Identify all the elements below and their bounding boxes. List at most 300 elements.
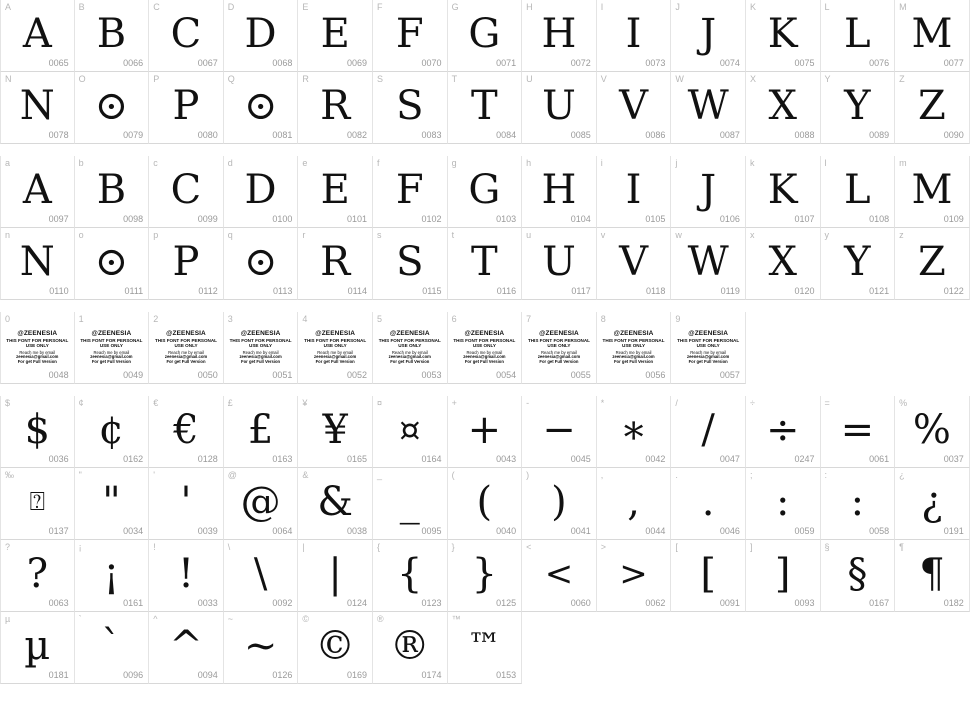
char-cell[interactable] (522, 72, 597, 144)
char-cell[interactable] (671, 468, 746, 540)
promo-line-4: zeenesia@gmail.com (537, 354, 581, 360)
char-cell[interactable] (298, 468, 373, 540)
char-cell-label: > (600, 542, 607, 552)
char-cell[interactable] (224, 228, 299, 300)
char-cell[interactable] (75, 72, 150, 144)
char-cell-code: 0109 (943, 214, 964, 224)
char-cell[interactable] (75, 228, 150, 300)
char-cell[interactable] (373, 468, 448, 540)
char-cell[interactable] (522, 228, 597, 300)
char-cell-code: 0122 (943, 286, 964, 296)
char-cell-code: 0115 (422, 286, 442, 296)
char-cell[interactable] (522, 540, 597, 612)
char-cell[interactable] (0, 396, 75, 468)
char-glyph: S (396, 238, 424, 285)
char-cell[interactable] (448, 0, 523, 72)
char-cell-label: , (600, 470, 604, 480)
promo-line-1: @ZEENESIA (539, 329, 579, 337)
char-cell-empty (895, 612, 970, 684)
char-cell-label: € (153, 398, 159, 408)
char-cell[interactable] (0, 312, 75, 384)
char-glyph: ¡ (103, 550, 120, 597)
char-cell-code: 0116 (496, 286, 517, 296)
char-cell-code: 0182 (943, 598, 964, 608)
char-cell-code: 0162 (123, 454, 144, 464)
char-cell-code: 0113 (273, 286, 293, 296)
char-cell-label: W (675, 74, 684, 84)
char-cell-code: 0088 (794, 130, 815, 140)
char-cell[interactable] (75, 312, 150, 384)
char-cell[interactable] (522, 468, 597, 540)
char-cell[interactable] (597, 228, 672, 300)
promo-watermark (2, 330, 72, 366)
char-cell-label: w (675, 230, 682, 240)
row-separator (0, 384, 970, 396)
char-cell-code: 0097 (48, 214, 69, 224)
promo-line-4: zeenesia@gmail.com (463, 354, 506, 360)
char-cell-label: J (675, 2, 680, 12)
char-cell-label: ~ (227, 614, 234, 624)
char-cell-code: 0079 (123, 130, 144, 140)
promo-watermark (673, 330, 743, 366)
promo-line-2: THIS FONT FOR PERSONAL USE ONLY (602, 338, 665, 349)
char-cell[interactable] (597, 156, 672, 228)
char-cell-code: 0164 (421, 454, 442, 464)
char-cell[interactable] (746, 468, 821, 540)
char-glyph: K (767, 10, 798, 57)
char-cell-code: 0056 (645, 370, 666, 380)
char-cell-label: m (899, 158, 907, 168)
char-glyph: ! (177, 550, 195, 597)
char-cell[interactable] (75, 468, 150, 540)
char-cell[interactable] (895, 468, 970, 540)
char-cell[interactable] (746, 396, 821, 468)
char-glyph: ¢ (98, 406, 125, 453)
char-cell-label: A (5, 2, 12, 12)
char-glyph: D (244, 166, 277, 213)
char-cell[interactable] (224, 540, 299, 612)
char-cell-code: 0038 (346, 526, 367, 536)
char-cell[interactable] (224, 0, 299, 72)
char-cell[interactable] (224, 468, 299, 540)
char-glyph: ] (774, 550, 791, 597)
char-cell[interactable] (671, 156, 746, 228)
char-cell[interactable] (298, 396, 373, 468)
char-cell-code: 0110 (49, 286, 69, 296)
char-cell[interactable] (0, 228, 75, 300)
promo-line-2: THIS FONT FOR PERSONAL USE ONLY (6, 338, 69, 349)
char-cell[interactable] (0, 612, 75, 684)
char-glyph: > (619, 553, 648, 594)
char-cell[interactable] (75, 612, 150, 684)
char-cell[interactable] (149, 468, 224, 540)
char-cell-label: N (5, 74, 12, 84)
char-cell-code: 0054 (496, 370, 517, 380)
char-cell[interactable] (671, 72, 746, 144)
char-cell[interactable] (821, 228, 896, 300)
char-cell-code: 0071 (496, 58, 517, 68)
char-cell[interactable] (298, 312, 373, 384)
char-cell[interactable] (597, 396, 672, 468)
char-cell[interactable] (0, 468, 75, 540)
char-cell-label: E (302, 2, 309, 12)
char-glyph: C (170, 10, 202, 57)
char-cell[interactable] (373, 156, 448, 228)
char-cell[interactable] (0, 72, 75, 144)
char-cell-code: 0041 (570, 526, 591, 536)
char-glyph: W (687, 82, 729, 129)
char-glyph: U (542, 238, 576, 285)
char-cell[interactable] (373, 228, 448, 300)
char-cell[interactable] (746, 72, 821, 144)
char-cell[interactable] (224, 312, 299, 384)
char-cell[interactable] (373, 396, 448, 468)
char-cell[interactable] (149, 612, 224, 684)
char-cell-label: 1 (78, 314, 84, 324)
char-cell[interactable] (0, 0, 75, 72)
char-cell-code: 0106 (719, 214, 740, 224)
char-cell[interactable] (821, 0, 896, 72)
char-cell[interactable] (298, 0, 373, 72)
char-cell[interactable] (448, 540, 523, 612)
char-cell-code: 0247 (794, 454, 815, 464)
promo-line-2: THIS FONT FOR PERSONAL USE ONLY (378, 338, 441, 349)
char-cell[interactable] (149, 0, 224, 72)
char-cell-label: ¿ (899, 470, 905, 480)
char-cell-label: ¤ (376, 398, 382, 408)
char-cell[interactable] (149, 540, 224, 612)
char-cell-label: Q (227, 74, 235, 84)
char-cell-label: © (302, 614, 310, 624)
char-cell-code: 0095 (421, 526, 442, 536)
promo-line-2: THIS FONT FOR PERSONAL USE ONLY (80, 338, 143, 349)
char-cell[interactable] (448, 468, 523, 540)
char-glyph: R (320, 82, 351, 129)
promo-line-3: Reach me by email (690, 349, 727, 355)
char-cell-label: § (824, 542, 830, 552)
char-cell-code: 0036 (48, 454, 69, 464)
char-glyph: = (840, 406, 875, 453)
char-cell-empty (597, 612, 672, 684)
char-glyph: E (320, 166, 350, 213)
char-glyph: L (844, 10, 871, 57)
char-cell[interactable] (821, 396, 896, 468)
char-glyph: I (625, 166, 642, 213)
char-cell-code: 0069 (346, 58, 367, 68)
char-cell[interactable] (522, 312, 597, 384)
char-cell[interactable] (895, 228, 970, 300)
char-cell[interactable] (149, 72, 224, 144)
char-glyph: ÷ (765, 406, 800, 453)
char-glyph: B (96, 166, 127, 213)
char-cell-label: o (78, 230, 84, 240)
char-cell[interactable] (373, 612, 448, 684)
char-cell-code: 0114 (347, 286, 367, 296)
char-cell[interactable] (448, 312, 523, 384)
promo-line-3: Reach me by email (391, 349, 428, 355)
char-glyph: < (544, 553, 574, 594)
char-cell-code: 0047 (719, 454, 740, 464)
char-cell[interactable] (448, 228, 523, 300)
promo-line-4: zeenesia@gmail.com (314, 354, 357, 360)
char-cell-label: ™ (451, 614, 461, 624)
char-cell-label: - (526, 398, 530, 408)
char-cell-code: 0169 (346, 670, 367, 680)
char-cell[interactable] (895, 156, 970, 228)
char-cell-label: C (153, 2, 160, 12)
char-cell-label: ¥ (302, 398, 308, 408)
char-glyph: V (619, 238, 648, 285)
char-cell-label: 3 (227, 314, 233, 324)
char-cell-code: 0075 (794, 58, 815, 68)
char-cell[interactable] (821, 72, 896, 144)
char-cell-code: 0081 (272, 130, 293, 140)
char-cell-code: 0163 (272, 454, 293, 464)
char-cell[interactable] (224, 612, 299, 684)
char-cell-label: b (78, 158, 84, 168)
char-cell[interactable] (821, 540, 896, 612)
char-cell-label: ; (749, 470, 753, 480)
char-glyph: ' (180, 478, 192, 525)
promo-watermark (524, 330, 594, 366)
char-cell[interactable] (671, 0, 746, 72)
promo-line-4: zeenesia@gmail.com (239, 354, 282, 360)
char-cell-code: 0165 (346, 454, 367, 464)
char-cell-label: f (376, 158, 380, 168)
char-cell-code: 0076 (869, 58, 890, 68)
char-glyph: J (700, 10, 717, 57)
char-cell[interactable] (75, 396, 150, 468)
char-cell-label: v (600, 230, 606, 240)
char-cell[interactable] (224, 72, 299, 144)
char-cell-label: ^ (153, 614, 158, 624)
char-cell[interactable] (298, 612, 373, 684)
char-cell[interactable] (597, 468, 672, 540)
char-cell-code: 0074 (719, 58, 740, 68)
char-glyph: + (467, 406, 502, 453)
char-cell[interactable] (597, 0, 672, 72)
char-cell-label: ] (749, 542, 753, 552)
char-glyph: Y (844, 238, 871, 285)
char-cell[interactable] (373, 72, 448, 144)
char-cell-code: 0055 (570, 370, 591, 380)
char-cell[interactable] (597, 72, 672, 144)
char-cell-code: 0062 (645, 598, 666, 608)
char-cell-label: z (899, 230, 904, 240)
char-glyph: ⊙ (243, 82, 278, 129)
char-glyph: / (701, 406, 715, 453)
char-cell-code: 0083 (421, 130, 442, 140)
char-cell-label: H (526, 2, 533, 12)
promo-line-5: For get Full Version (539, 359, 579, 365)
promo-watermark (226, 330, 296, 366)
char-cell-label: U (526, 74, 533, 84)
promo-line-2: THIS FONT FOR PERSONAL USE ONLY (304, 338, 367, 349)
char-glyph: G (468, 166, 501, 213)
char-cell[interactable] (448, 72, 523, 144)
char-cell-code: 0191 (943, 526, 964, 536)
char-cell-label: & (302, 470, 309, 480)
char-cell[interactable] (522, 396, 597, 468)
promo-line-3: Reach me by email (19, 349, 56, 355)
char-cell-label: 8 (600, 314, 606, 324)
char-cell[interactable] (0, 156, 75, 228)
char-cell-empty (821, 612, 896, 684)
char-cell[interactable] (522, 156, 597, 228)
promo-line-3: Reach me by email (466, 349, 503, 355)
promo-line-5: For get Full Version (390, 359, 430, 365)
char-cell[interactable] (746, 228, 821, 300)
char-cell-label: 9 (675, 314, 681, 324)
promo-line-5: For get Full Version (241, 359, 281, 365)
promo-line-1: @ZEENESIA (464, 329, 505, 337)
char-cell[interactable] (75, 156, 150, 228)
char-cell[interactable] (746, 0, 821, 72)
char-cell[interactable] (671, 228, 746, 300)
char-cell[interactable] (448, 612, 523, 684)
char-cell[interactable] (895, 72, 970, 144)
char-cell[interactable] (895, 396, 970, 468)
char-cell-label: = (824, 398, 830, 408)
char-cell[interactable] (895, 0, 970, 72)
char-cell[interactable] (149, 312, 224, 384)
char-cell-label: d (227, 158, 233, 168)
char-glyph: } (471, 550, 498, 597)
char-cell[interactable] (373, 312, 448, 384)
char-glyph: ^ (169, 622, 203, 669)
char-cell[interactable] (671, 396, 746, 468)
char-cell-label: u (526, 230, 532, 240)
char-cell-label: { (376, 542, 380, 552)
char-cell[interactable] (597, 312, 672, 384)
char-cell[interactable] (522, 0, 597, 72)
char-glyph: ~ (243, 622, 278, 669)
char-cell[interactable] (298, 540, 373, 612)
char-glyph: G (468, 10, 501, 57)
char-glyph: P (172, 82, 200, 129)
char-cell[interactable] (149, 396, 224, 468)
promo-line-4: zeenesia@gmail.com (16, 354, 59, 360)
char-cell-label: * (600, 398, 605, 408)
promo-line-4: zeenesia@gmail.com (687, 354, 730, 360)
char-cell[interactable] (671, 540, 746, 612)
char-cell[interactable] (448, 396, 523, 468)
char-glyph: { (397, 550, 423, 597)
char-cell[interactable] (597, 540, 672, 612)
char-cell-code: 0126 (272, 670, 293, 680)
char-cell[interactable] (298, 228, 373, 300)
char-cell-code: 0094 (197, 670, 218, 680)
char-cell-code: 0124 (346, 598, 367, 608)
char-cell-label: r (302, 230, 306, 240)
char-cell[interactable] (448, 156, 523, 228)
char-cell-code: 0103 (496, 214, 517, 224)
promo-line-5: For get Full Version (464, 359, 504, 365)
char-cell[interactable] (298, 156, 373, 228)
char-cell-code: 0086 (645, 130, 666, 140)
char-cell[interactable] (373, 0, 448, 72)
char-cell-label: s (376, 230, 382, 240)
char-cell-label: c (153, 158, 158, 168)
char-cell[interactable] (895, 540, 970, 612)
promo-line-3: Reach me by email (541, 349, 577, 355)
char-glyph: . (701, 478, 715, 525)
promo-line-3: Reach me by email (93, 349, 130, 355)
char-glyph: Z (918, 238, 946, 285)
char-cell[interactable] (75, 540, 150, 612)
char-glyph: M (911, 10, 953, 57)
char-cell-code: 0082 (346, 130, 367, 140)
char-glyph: ⊙ (243, 238, 278, 285)
char-cell-code: 0098 (123, 214, 144, 224)
char-cell[interactable] (224, 396, 299, 468)
char-cell-label: < (526, 542, 532, 552)
char-cell[interactable] (224, 156, 299, 228)
promo-line-3: Reach me by email (242, 349, 279, 355)
char-cell-code: 0091 (719, 598, 740, 608)
promo-line-4: zeenesia@gmail.com (612, 354, 655, 360)
char-cell-empty (746, 312, 821, 384)
char-cell[interactable] (149, 156, 224, 228)
char-cell-label: . (675, 470, 678, 480)
char-cell[interactable] (0, 540, 75, 612)
char-cell-code: 0066 (123, 58, 144, 68)
char-glyph: ) (551, 478, 567, 525)
char-cell[interactable] (746, 156, 821, 228)
char-glyph: ¿ (921, 478, 943, 525)
char-glyph: _ (399, 478, 420, 525)
promo-watermark (599, 330, 669, 366)
char-glyph: U (542, 82, 576, 129)
char-cell-label: g (451, 158, 457, 168)
char-glyph: ( (476, 478, 493, 525)
char-cell-code: 0084 (496, 130, 517, 140)
char-cell-code: 0052 (346, 370, 367, 380)
char-cell[interactable] (298, 72, 373, 144)
char-cell[interactable] (373, 540, 448, 612)
char-cell-code: 0034 (123, 526, 144, 536)
char-cell-code: 0099 (197, 214, 218, 224)
char-cell[interactable] (821, 468, 896, 540)
char-cell-code: 0043 (496, 454, 517, 464)
char-cell[interactable] (75, 0, 150, 72)
char-cell-label: 4 (302, 314, 308, 324)
char-cell-label: a (5, 158, 11, 168)
char-glyph: % (912, 406, 951, 453)
char-cell[interactable] (821, 156, 896, 228)
char-cell-label: ¡ (78, 542, 82, 552)
char-cell-code: 0049 (123, 370, 144, 380)
char-cell-label: O (78, 74, 86, 84)
char-glyph: ¶ (919, 550, 945, 597)
char-cell[interactable] (746, 540, 821, 612)
char-cell-code: 0108 (869, 214, 890, 224)
char-glyph: Y (844, 82, 871, 129)
char-row (0, 540, 970, 612)
char-cell-code: 0067 (197, 58, 218, 68)
promo-line-3: Reach me by email (168, 349, 204, 355)
promo-line-4: zeenesia@gmail.com (90, 354, 133, 360)
char-cell[interactable] (671, 312, 746, 384)
char-glyph: X (768, 82, 797, 129)
char-row (0, 612, 970, 684)
char-cell-code: 0167 (869, 598, 890, 608)
char-cell-label: q (227, 230, 233, 240)
char-cell[interactable] (149, 228, 224, 300)
char-cell-label: y (824, 230, 830, 240)
char-glyph: ∗ (619, 406, 648, 453)
char-glyph: ¤ (398, 409, 421, 450)
